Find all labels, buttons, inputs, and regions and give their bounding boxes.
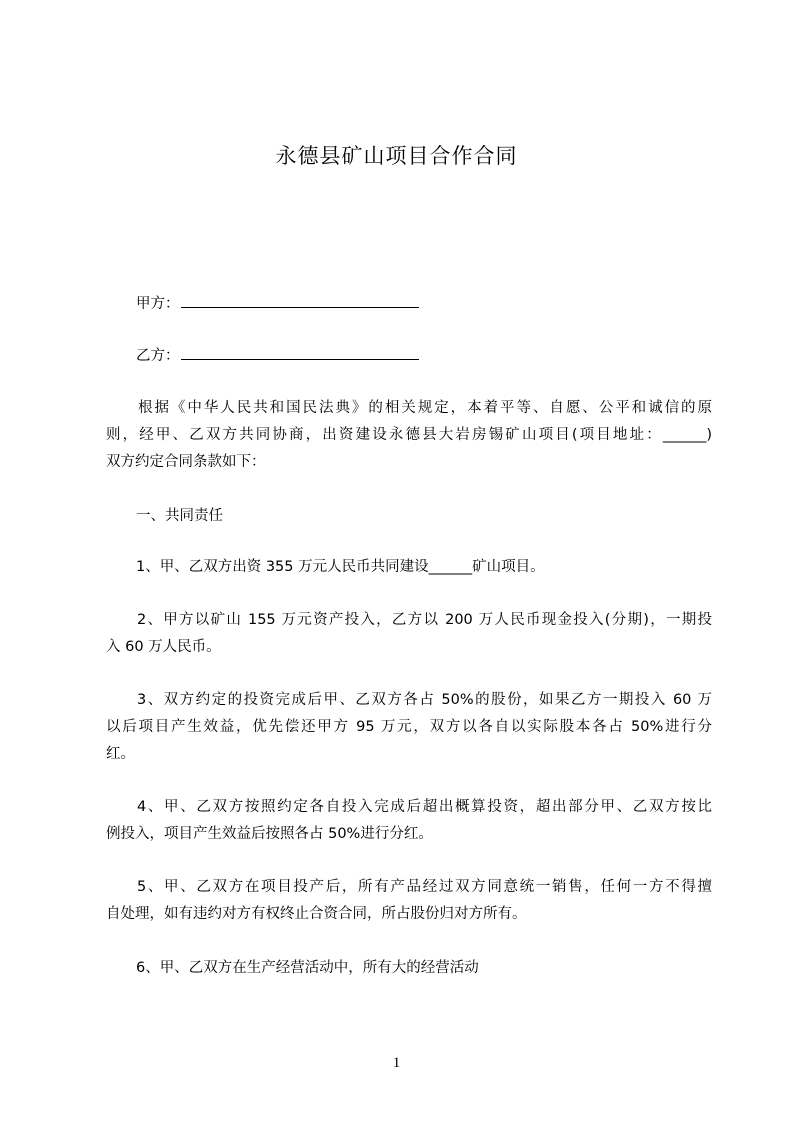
clause-line: 入 60 万人民币。 <box>106 639 221 655</box>
clause-line: 红。 <box>106 746 135 762</box>
preamble-line-2: 则，经甲、乙双方共同协商，出资建设永德县大岩房锡矿山项目(项目地址：______) <box>106 427 712 443</box>
clause-1 <box>106 554 712 581</box>
party-b-label: 乙方： <box>136 348 180 364</box>
document-title: 永德县矿山项目合作合同 <box>275 144 518 168</box>
clause-4 <box>106 794 712 848</box>
preamble-paragraph <box>106 395 712 476</box>
clause-5 <box>106 874 712 928</box>
party-a-line <box>136 292 419 314</box>
clause-line: 2、甲方以矿山 155 万元资产投入，乙方以 200 万人民币现金投入(分期)，一期投 <box>137 612 712 628</box>
party-a-label: 甲方： <box>136 296 180 312</box>
clause-6 <box>106 955 712 982</box>
clause-line: 6、甲、乙双方在生产经营活动中，所有大的经营活动 <box>136 960 479 976</box>
clause-line: 3、双方约定的投资完成后甲、乙双方各占 50%的股份，如果乙方一期投入 60 万 <box>137 692 712 708</box>
party-b-blank <box>181 344 419 360</box>
clause-line: 自处理，如有违约对方有权终止合资合同，所占股份归对方所有。 <box>106 906 527 922</box>
clause-line: 1、甲、乙双方出资 355 万元人民币共同建设______矿山项目。 <box>136 559 545 575</box>
party-a-blank <box>181 292 419 308</box>
party-b-line <box>136 344 419 366</box>
clause-line: 以后项目产生效益，优先偿还甲方 95 万元，双方以各自以实际股本各占 50%进行分 <box>106 719 712 735</box>
clause-line: 例投入，项目产生效益后按照各占 50%进行分红。 <box>106 826 433 842</box>
clause-line: 4、甲、乙双方按照约定各自投入完成后超出概算投资，超出部分甲、乙双方按比 <box>137 799 712 815</box>
page-number: 1 <box>392 1055 401 1071</box>
section-heading: 一、共同责任 <box>136 508 223 524</box>
clause-3 <box>106 687 712 768</box>
clause-2 <box>106 607 712 661</box>
clause-line: 5、甲、乙双方在项目投产后，所有产品经过双方同意统一销售，任何一方不得擅 <box>137 879 712 895</box>
preamble-line-1: 根据《中华人民共和国民法典》的相关规定，本着平等、自愿、公平和诚信的原 <box>138 400 712 416</box>
preamble-line-3: 双方约定合同条款如下： <box>106 454 266 470</box>
